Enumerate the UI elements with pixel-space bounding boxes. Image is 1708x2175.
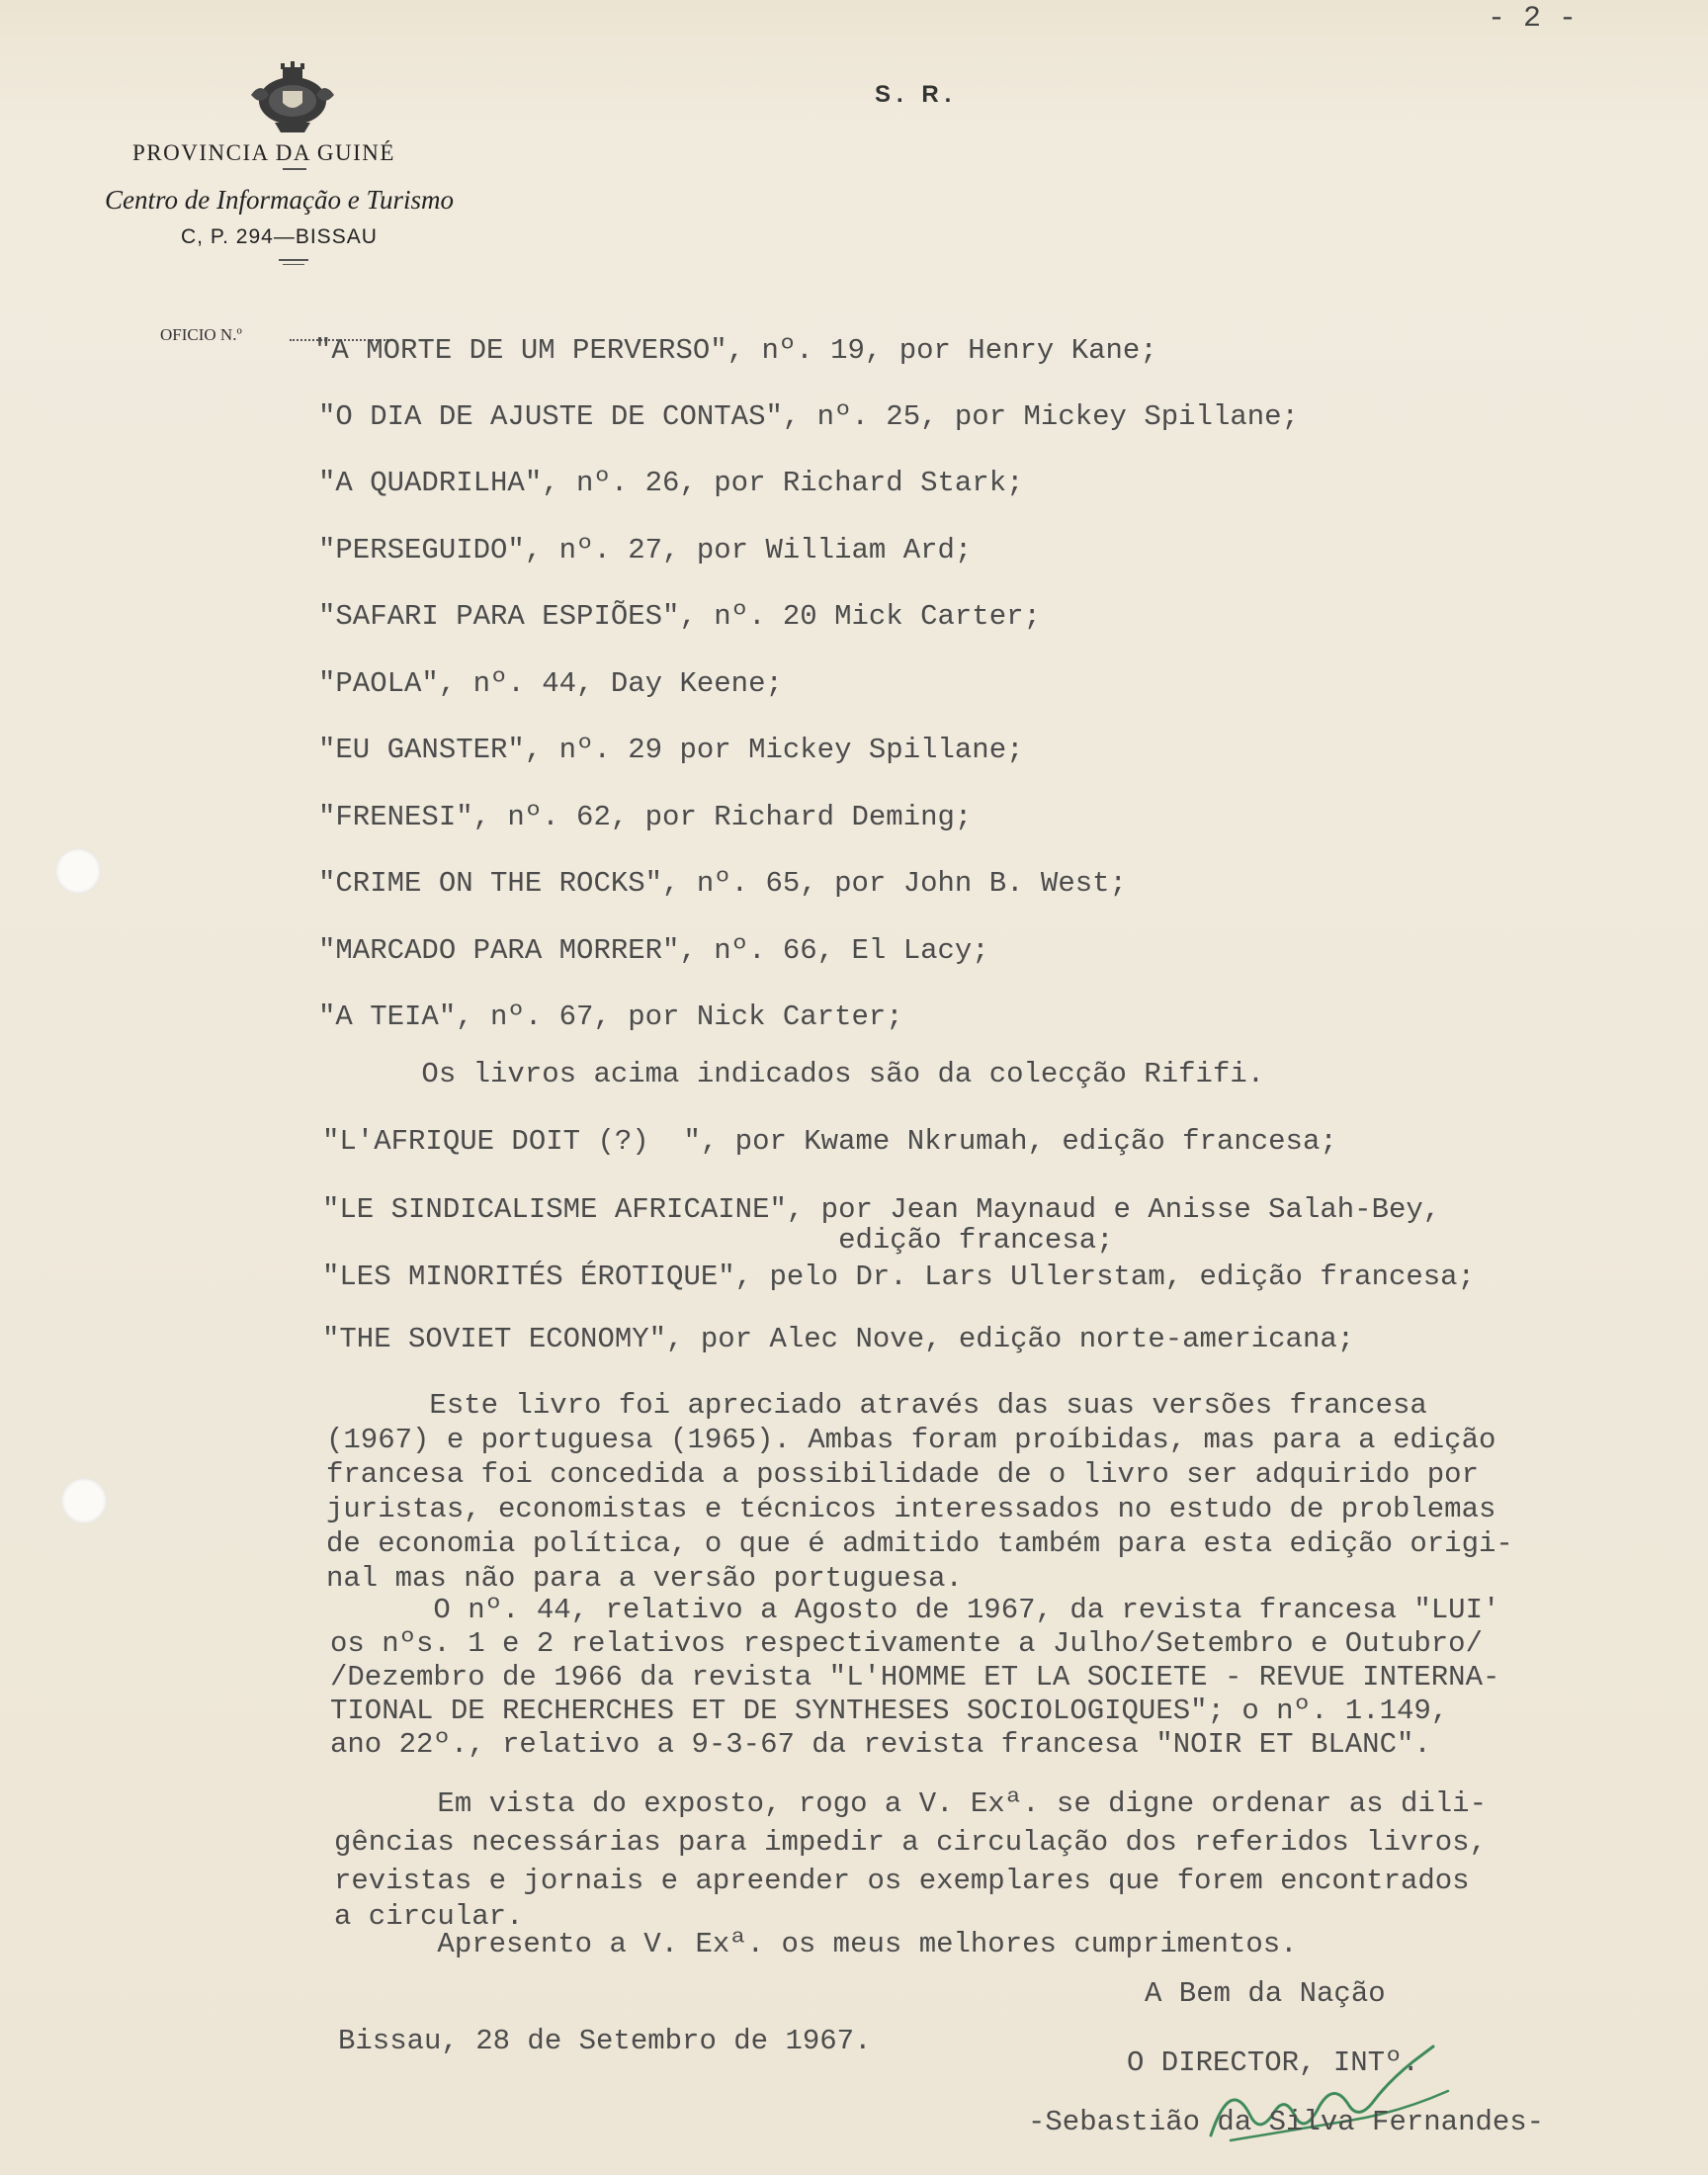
text-line: revistas e jornais e apreender os exemplares que forem encontrados bbox=[334, 1865, 1470, 1897]
text-line: Este livro foi apreciado através das suas versões francesa bbox=[326, 1389, 1427, 1422]
text-line: "LES MINORITÉS ÉROTIQUE", pelo Dr. Lars Ullerstam, edição francesa; bbox=[322, 1261, 1475, 1293]
text-line: nal mas não para a versão portuguesa. bbox=[326, 1562, 963, 1595]
office-address: C, P. 294—BISSAU bbox=[181, 225, 378, 248]
punch-hole-bottom bbox=[61, 1478, 107, 1523]
letterhead-divider bbox=[283, 168, 306, 170]
text-line: "THE SOVIET ECONOMY", por Alec Nove, edição norte-americana; bbox=[322, 1323, 1355, 1355]
text-line: "SAFARI PARA ESPIÕES", nº. 20 Mick Carter; bbox=[318, 600, 1041, 633]
text-line: juristas, economistas e técnicos interessados no estudo de problemas bbox=[326, 1493, 1496, 1525]
page-number: - 2 - bbox=[1488, 2, 1578, 36]
province-name: PROVINCIA DA GUINÉ bbox=[132, 140, 395, 165]
text-line: "FRENESI", nº. 62, por Richard Deming; bbox=[318, 801, 973, 833]
text-line: francesa foi concedida a possibilidade de o livro ser adquirido por bbox=[326, 1458, 1479, 1491]
address-divider bbox=[279, 259, 308, 261]
place-and-date: Bissau, 28 de Setembro de 1967. bbox=[338, 2025, 872, 2057]
text-line: ano 22º., relativo a 9-3-67 da revista francesa "NOIR ET BLANC". bbox=[330, 1728, 1431, 1761]
coat-of-arms-icon bbox=[245, 61, 340, 136]
text-line: "A MORTE DE UM PERVERSO", nº. 19, por Henry Kane; bbox=[314, 334, 1157, 367]
text-line: de economia política, o que é admitido também para esta edição origi- bbox=[326, 1527, 1513, 1560]
text-line: os nºs. 1 e 2 relativos respectivamente a Julho/Setembro e Outubro/ bbox=[330, 1627, 1483, 1660]
text-line: Apresento a V. Exª. os meus melhores cumprimentos. bbox=[334, 1928, 1298, 1960]
closing-motto: A Bem da Nação bbox=[1145, 1977, 1386, 2010]
text-line: "PAOLA", nº. 44, Day Keene; bbox=[318, 667, 783, 700]
text-line: "L'AFRIQUE DOIT (?) ", por Kwame Nkrumah, edição francesa; bbox=[322, 1125, 1337, 1158]
text-line: gências necessárias para impedir a circulação dos referidos livros, bbox=[334, 1826, 1487, 1859]
text-line: a circular. bbox=[334, 1900, 524, 1933]
text-line: O nº. 44, relativo a Agosto de 1967, da revista francesa "LUI' bbox=[330, 1594, 1500, 1626]
text-line: (1967) e portuguesa (1965). Ambas foram proíbidas, mas para a edição bbox=[326, 1424, 1496, 1456]
text-line: "EU GANSTER", nº. 29 por Mickey Spillane; bbox=[318, 734, 1024, 766]
text-line: "LE SINDICALISME AFRICAINE", por Jean Maynaud e Anisse Salah-Bey, bbox=[322, 1193, 1441, 1226]
text-line: "O DIA DE AJUSTE DE CONTAS", nº. 25, por Mickey Spillane; bbox=[318, 400, 1299, 433]
text-line: "A TEIA", nº. 67, por Nick Carter; bbox=[318, 1000, 903, 1033]
signatory-name: -Sebastião da Silva Fernandes- bbox=[1028, 2106, 1545, 2138]
classification-mark: S. R. bbox=[875, 81, 958, 108]
signatory-title: O DIRECTOR, INTº. bbox=[1127, 2046, 1419, 2079]
text-line: TIONAL DE RECHERCHES ET DE SYNTHESES SOCIOLOGIQUES"; o nº. 1.149, bbox=[330, 1695, 1449, 1727]
handwritten-signature bbox=[1191, 2042, 1488, 2160]
punch-hole-top bbox=[55, 848, 101, 894]
text-line: "CRIME ON THE ROCKS", nº. 65, por John B. West; bbox=[318, 867, 1127, 900]
text-line: "A QUADRILHA", nº. 26, por Richard Stark; bbox=[318, 467, 1024, 499]
oficio-label: OFICIO N.º bbox=[160, 325, 242, 344]
text-line: Em vista do exposto, rogo a V. Exª. se digne ordenar as dili- bbox=[334, 1787, 1487, 1820]
text-line: /Dezembro de 1966 da revista "L'HOMME ET LA SOCIETE - REVUE INTERNA- bbox=[330, 1661, 1500, 1694]
text-line: edição francesa; bbox=[322, 1224, 1114, 1257]
text-line: "PERSEGUIDO", nº. 27, por William Ard; bbox=[318, 534, 973, 566]
text-line: "MARCADO PARA MORRER", nº. 66, El Lacy; bbox=[318, 934, 989, 967]
text-line: Os livros acima indicados são da colecção Rififi. bbox=[318, 1058, 1265, 1090]
address-divider-2 bbox=[283, 264, 304, 265]
office-name: Centro de Informação e Turismo bbox=[105, 185, 454, 215]
